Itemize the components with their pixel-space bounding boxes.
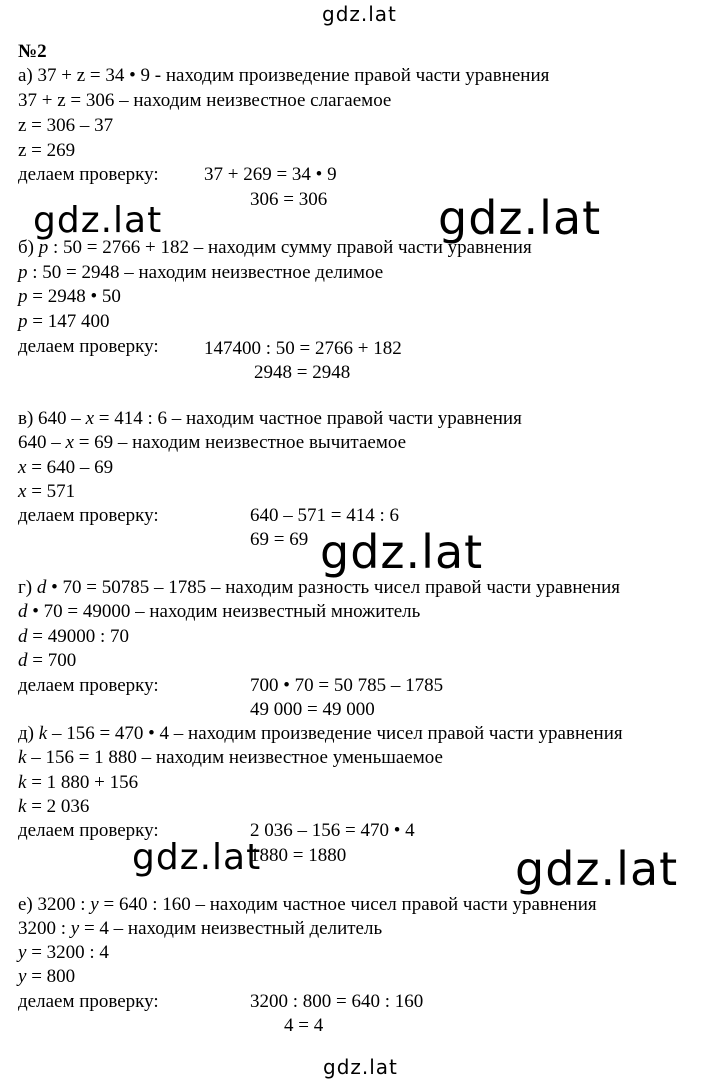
- section-v-line1: в) 640 – x = 414 : 6 – находим частное правой части уравнения: [18, 408, 522, 429]
- section-b-check1: 147400 : 50 = 2766 + 182: [204, 338, 402, 359]
- section-v-check1: 640 – 571 = 414 : 6: [250, 505, 399, 526]
- section-e-check2: 4 = 4: [284, 1015, 324, 1036]
- section-v-check2: 69 = 69: [250, 529, 309, 550]
- section-a-line1: а) 37 + z = 34 • 9 - находим произведение правой части уравнения: [18, 65, 550, 86]
- section-g-check-label: делаем проверку:: [18, 675, 159, 696]
- section-e-line2: 3200 : y = 4 – находим неизвестный делитель: [18, 918, 383, 939]
- section-v-line4: x = 571: [18, 481, 76, 502]
- section-d-line4: k = 2 036: [18, 796, 90, 817]
- watermark-2: gdz.lat: [438, 191, 602, 245]
- section-v-check-label: делаем проверку:: [18, 505, 159, 526]
- section-b-check2: 2948 = 2948: [254, 362, 351, 383]
- watermark-header: gdz.lat: [322, 2, 397, 26]
- watermark-4: gdz.lat: [132, 837, 262, 878]
- section-g-check2: 49 000 = 49 000: [250, 699, 375, 720]
- section-g-line2: d • 70 = 49000 – находим неизвестный множитель: [18, 601, 421, 622]
- watermark-footer: gdz.lat: [323, 1055, 398, 1079]
- problem-number: №2: [18, 41, 47, 62]
- section-v-line3: x = 640 – 69: [18, 457, 114, 478]
- section-a-check-label: делаем проверку:: [18, 164, 159, 185]
- section-v-line2: 640 – x = 69 – находим неизвестное вычитаемое: [18, 432, 407, 453]
- section-a-line4: z = 269: [18, 140, 76, 161]
- section-d-line2: k – 156 = 1 880 – находим неизвестное уменьшаемое: [18, 747, 443, 768]
- section-e-check-label: делаем проверку:: [18, 991, 159, 1012]
- section-a-line3: z = 306 – 37: [18, 115, 114, 136]
- section-d-line1: д) k – 156 = 470 • 4 – находим произведение чисел правой части уравнения: [18, 723, 623, 744]
- section-g-line1: г) d • 70 = 50785 – 1785 – находим разность чисел правой части уравнения: [18, 577, 621, 598]
- section-g-check1: 700 • 70 = 50 785 – 1785: [250, 675, 444, 696]
- section-a-line2: 37 + z = 306 – находим неизвестное слагаемое: [18, 90, 392, 111]
- section-e-check1: 3200 : 800 = 640 : 160: [250, 991, 424, 1012]
- section-a-check1: 37 + 269 = 34 • 9: [204, 164, 337, 185]
- watermark-5: gdz.lat: [515, 842, 679, 896]
- section-g-line4: d = 700: [18, 650, 77, 671]
- watermark-1: gdz.lat: [33, 200, 163, 241]
- section-d-check2: 1880 = 1880: [250, 845, 347, 866]
- section-b-check-label: делаем проверку:: [18, 336, 159, 357]
- watermark-3: gdz.lat: [320, 525, 484, 579]
- section-a-check2: 306 = 306: [250, 189, 328, 210]
- section-g-line3: d = 49000 : 70: [18, 626, 129, 647]
- section-d-line3: k = 1 880 + 156: [18, 772, 139, 793]
- section-b-line1: б) p : 50 = 2766 + 182 – находим сумму правой части уравнения: [18, 237, 532, 258]
- section-d-check-label: делаем проверку:: [18, 820, 159, 841]
- section-e-line1: е) 3200 : y = 640 : 160 – находим частное чисел правой части уравнения: [18, 894, 597, 915]
- section-d-check1: 2 036 – 156 = 470 • 4: [250, 820, 415, 841]
- section-b-line4: p = 147 400: [18, 311, 110, 332]
- section-b-line3: p = 2948 • 50: [18, 286, 121, 307]
- section-e-line3: y = 3200 : 4: [18, 942, 109, 963]
- section-b-line2: p : 50 = 2948 – находим неизвестное делимое: [18, 262, 384, 283]
- section-e-line4: y = 800: [18, 966, 76, 987]
